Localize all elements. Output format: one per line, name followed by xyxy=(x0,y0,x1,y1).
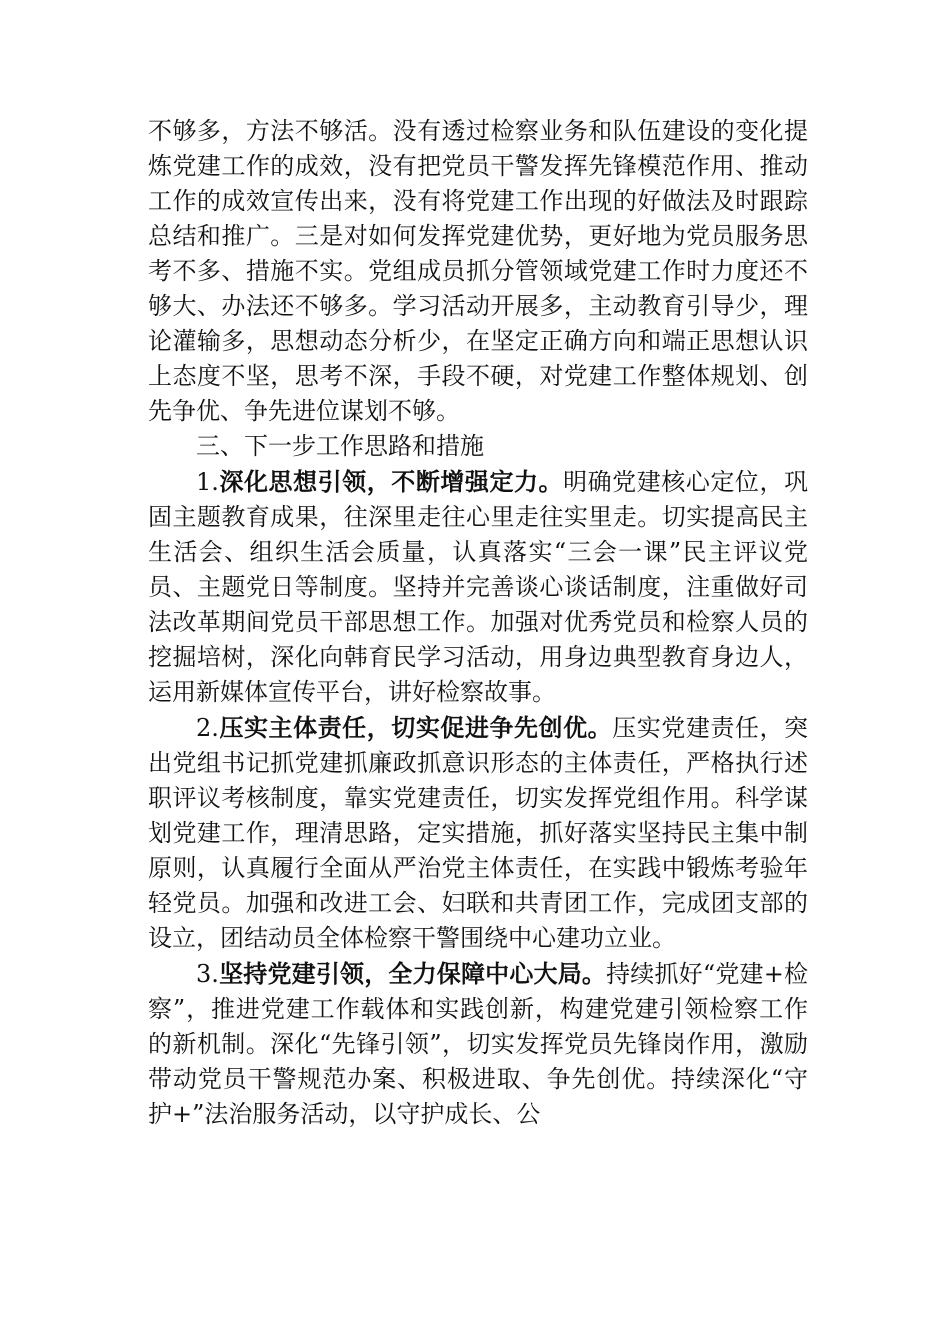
numbered-item-1 xyxy=(148,464,808,710)
item-number: 2. xyxy=(196,714,219,742)
item-number: 1. xyxy=(196,468,219,496)
document-page xyxy=(148,114,808,1132)
item-lead: 坚持党建引领，全力保障中心大局。 xyxy=(218,959,607,988)
item-body: 持续抓好“党建+检察”，推进党建工作载体和实践创新，构建党建引领检察工作的新机制。深化“先锋引领”，切实发挥党员先锋岗作用，激励带动党员干警规范办案、积极进取、争先创优。持续深化“守护+”法治服务活动，以守护成长、公 xyxy=(148,960,808,1128)
item-body: 明确党建核心定位，巩固主题教育成果，往深里走往心里走往实里走。切实提高民主生活会、组织生活会质量，认真落实“三会一课”民主评议党员、主题党日等制度。坚持并完善谈心谈话制度，注重做好司法改革期间党员干部思想工作。加强对优秀党员和检察人员的挖掘培树，深化向韩育民学习活动，用身边典型教育身边人，运用新媒体宣传平台，讲好检察故事。 xyxy=(148,468,809,706)
numbered-item-3 xyxy=(148,956,808,1132)
item-lead: 压实主体责任，切实促进争先创优。 xyxy=(218,713,613,742)
body-paragraph: 不够多，方法不够活。没有透过检察业务和队伍建设的变化提炼党建工作的成效，没有把党员干警发挥先锋模范作用、推动工作的成效宣传出来，没有将党建工作出现的好做法及时跟踪总结和推广。三是对如何发挥党建优势，更好地为党员服务思考不多、措施不实。党组成员抓分管领域党建工作时力度还不够大、办法还不够多。学习活动开展多，主动教育引导少，理论灌输多，思想动态分析少，在坚定正确方向和端正思想认识上态度不坚，思考不深，手段不硬，对党建工作整体规划、创先争优、争先进位谋划不够。 xyxy=(148,117,808,425)
numbered-item-2 xyxy=(148,710,808,956)
section-heading: 三、下一步工作思路和措施 xyxy=(196,432,484,460)
item-number: 3. xyxy=(196,960,219,988)
item-lead: 深化思想引领，不断增强定力。 xyxy=(218,467,564,496)
item-body: 压实党建责任，突出党组书记抓党建抓廉政抓意识形态的主体责任，严格执行述职评议考核制度，靠实党建责任，切实发挥党组作用。科学谋划党建工作，理清思路，定实措施，抓好落实坚持民主集中制原则，认真履行全面从严治党主体责任，在实践中锻炼考验年轻党员。加强和改进工会、妇联和共青团工作，完成团支部的设立，团结动员全体检察干警围绕中心建功立业。 xyxy=(148,714,809,952)
